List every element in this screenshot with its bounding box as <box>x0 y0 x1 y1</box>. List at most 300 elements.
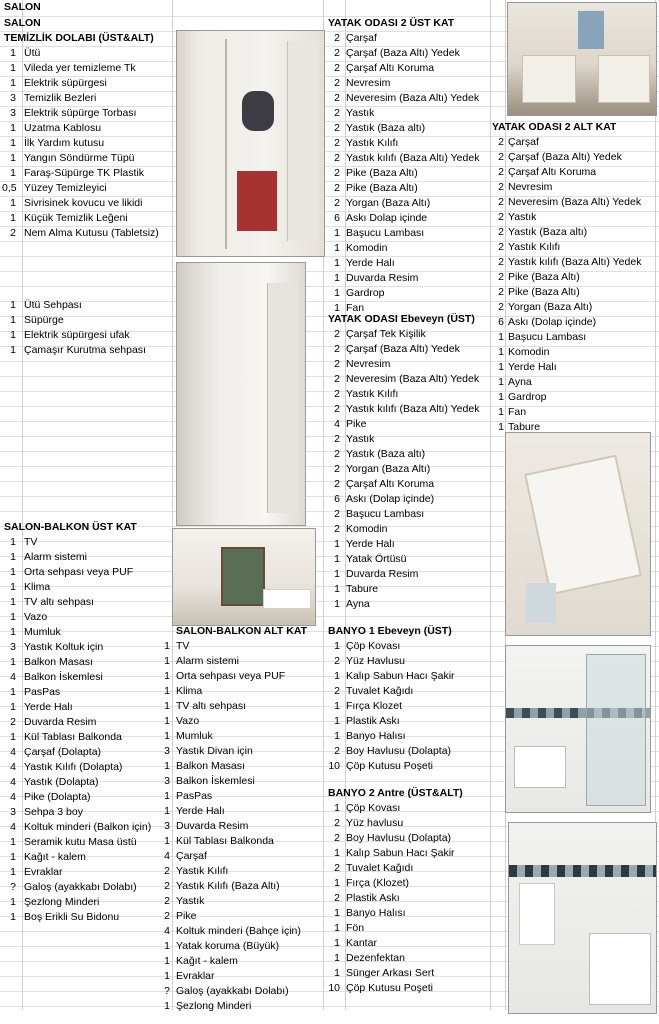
yatak_ebeveyn-item: Yatak Örtüsü <box>346 553 407 565</box>
banyo2-qty: 1 <box>334 922 340 934</box>
yatak_ebeveyn-qty: 1 <box>334 538 340 550</box>
yatak_ebeveyn-item: Tabure <box>346 583 379 595</box>
salon_balkon_alt-item: Balkon İskemlesi <box>176 775 255 787</box>
yatak2_ust-qty: 2 <box>334 137 340 149</box>
banyo1-item: Fırça Klozet <box>346 700 403 712</box>
banyo2-qty: 2 <box>334 892 340 904</box>
yatak2_alt-item: Yastık (Baza altı) <box>508 226 588 238</box>
banyo1-qty: 1 <box>334 730 340 742</box>
salon_balkon_ust-item: Balkon Masası <box>24 656 93 668</box>
yatak2_ust-qty: 2 <box>334 122 340 134</box>
salon_balkon_ust-item: Kül Tablası Balkonda <box>24 731 122 743</box>
salon_balkon_alt-qty: 1 <box>164 700 170 712</box>
yatak2_ust-item: Gardrop <box>346 287 385 299</box>
cabinet-door-photo <box>176 262 306 526</box>
yatak_ebeveyn-qty: 6 <box>334 493 340 505</box>
salon-qty: 2 <box>10 227 16 239</box>
salon-qty: 1 <box>10 77 16 89</box>
salon_balkon_alt-qty: 1 <box>164 1000 170 1012</box>
salon_balkon_ust-item: Balkon İskemlesi <box>24 671 103 683</box>
salon_balkon_alt-item: Yerde Halı <box>176 805 225 817</box>
yatak2_ust-item: Başucu Lambası <box>346 227 425 239</box>
salon_balkon_alt-item: TV <box>176 640 190 652</box>
yatak2_ust-item: Çarşaf Altı Koruma <box>346 62 435 74</box>
salon_balkon_alt-item: Alarm sistemi <box>176 655 240 667</box>
salon_balkon_alt-qty: 1 <box>164 835 170 847</box>
yatak2_ust-qty: 2 <box>334 77 340 89</box>
yatak2_ust-qty: 2 <box>334 152 340 164</box>
yatak2_alt-item: Pike (Baza Altı) <box>508 286 580 298</box>
salon_balkon_ust-qty: 1 <box>10 626 16 638</box>
salon_balkon_ust-qty: 1 <box>10 896 16 908</box>
salon-item: Vileda yer temizleme Tk <box>24 62 136 74</box>
banyo1-item: Plastik Askı <box>346 715 400 727</box>
banyo1-qty: 1 <box>334 670 340 682</box>
salon_balkon_ust-item: Vazo <box>24 611 48 623</box>
banyo2-item: Çöp Kutusu Poşeti <box>346 982 433 994</box>
yatak_ebeveyn-qty: 2 <box>334 373 340 385</box>
salon_balkon_ust-item: Pike (Dolapta) <box>24 791 91 803</box>
salon_balkon_alt-qty: 2 <box>164 865 170 877</box>
salon-item: İlk Yardım kutusu <box>24 137 105 149</box>
salon_balkon_alt-qty: 1 <box>164 640 170 652</box>
salon_balkon_alt-qty: 3 <box>164 820 170 832</box>
yatak2_alt-item: Gardrop <box>508 391 547 403</box>
salon-qty: 1 <box>10 212 16 224</box>
salon-item: Elektrik süpürgesi ufak <box>24 329 130 341</box>
salon_balkon_ust-heading: SALON-BALKON ÜST KAT <box>4 521 137 533</box>
yatak2_alt-item: Yastık Kılıfı <box>508 241 561 253</box>
banyo2-heading: BANYO 2 Antre (ÜST&ALT) <box>328 787 463 799</box>
salon-item: Sivrisinek kovucu ve likidi <box>24 197 143 209</box>
bathroom-1-photo <box>505 645 651 813</box>
salon_balkon_ust-item: Koltuk minderi (Balkon için) <box>24 821 152 833</box>
yatak_ebeveyn-qty: 2 <box>334 448 340 460</box>
cleaning-cabinet-photo <box>176 30 325 257</box>
yatak2_alt-qty: 2 <box>498 136 504 148</box>
salon_balkon_ust-qty: 4 <box>10 761 16 773</box>
yatak2_alt-qty: 2 <box>498 271 504 283</box>
yatak2_alt-qty: 1 <box>498 391 504 403</box>
banyo2-qty: 10 <box>328 982 340 994</box>
salon-qty: 1 <box>10 167 16 179</box>
salon_balkon_ust-item: Şezlong Minderi <box>24 896 100 908</box>
yatak_ebeveyn-item: Yastık <box>346 433 375 445</box>
salon-qty: 1 <box>10 299 16 311</box>
salon-item: Uzatma Kablosu <box>24 122 102 134</box>
yatak2_alt-item: Pike (Baza Altı) <box>508 271 580 283</box>
salon_balkon_ust-qty: 1 <box>10 551 16 563</box>
salon_balkon_ust-qty: 1 <box>10 911 16 923</box>
banyo1-qty: 2 <box>334 745 340 757</box>
yatak2_alt-qty: 2 <box>498 301 504 313</box>
yatak2_alt-qty: 2 <box>498 196 504 208</box>
banyo2-qty: 2 <box>334 817 340 829</box>
yatak_ebeveyn-qty: 2 <box>334 523 340 535</box>
salon_balkon_alt-qty: 1 <box>164 760 170 772</box>
yatak2_alt-item: Başucu Lambası <box>508 331 587 343</box>
banyo1-item: Banyo Halısı <box>346 730 406 742</box>
yatak_ebeveyn-qty: 2 <box>334 388 340 400</box>
banyo2-item: Yüz havlusu <box>346 817 404 829</box>
salon_balkon_alt-item: Yastık Kılıfı <box>176 865 229 877</box>
yatak2_ust-qty: 1 <box>334 287 340 299</box>
yatak2_alt-qty: 2 <box>498 226 504 238</box>
salon_balkon_alt-qty: 2 <box>164 880 170 892</box>
yatak2_alt-qty: 1 <box>498 361 504 373</box>
yatak2_ust-item: Nevresim <box>346 77 391 89</box>
yatak2_alt-item: Çarşaf (Baza Altı) Yedek <box>508 151 622 163</box>
yatak_ebeveyn-qty: 1 <box>334 553 340 565</box>
bathroom-2-photo <box>508 822 657 1014</box>
salon_balkon_ust-qty: 4 <box>10 746 16 758</box>
salon_balkon_ust-item: Sehpa 3 boy <box>24 806 83 818</box>
salon-qty: 1 <box>10 314 16 326</box>
salon-item: Süpürge <box>24 314 64 326</box>
salon_balkon_alt-qty: 4 <box>164 925 170 937</box>
salon-item: Çamaşır Kurutma sehpası <box>24 344 146 356</box>
salon_balkon_ust-qty: 3 <box>10 641 16 653</box>
banyo1-item: Çöp Kutusu Poşeti <box>346 760 433 772</box>
salon_balkon_alt-qty: 1 <box>164 970 170 982</box>
column-gridline <box>22 0 23 1010</box>
yatak_ebeveyn-item: Yerde Halı <box>346 538 395 550</box>
salon_balkon_ust-qty: 4 <box>10 791 16 803</box>
salon-item: Yangın Söndürme Tüpü <box>24 152 135 164</box>
salon-item: Nem Alma Kutusu (Tabletsiz) <box>24 227 159 239</box>
banyo2-qty: 1 <box>334 907 340 919</box>
bedroom-2-photo <box>507 2 657 116</box>
salon-qty: 3 <box>10 92 16 104</box>
yatak2_ust-qty: 2 <box>334 92 340 104</box>
yatak2_alt-qty: 2 <box>498 166 504 178</box>
banyo2-qty: 1 <box>334 937 340 949</box>
yatak2_ust-item: Yastık <box>346 107 375 119</box>
yatak2_ust-qty: 6 <box>334 212 340 224</box>
salon-qty: 1 <box>10 344 16 356</box>
salon-item: Temizlik Bezleri <box>24 92 97 104</box>
salon_balkon_alt-qty: 2 <box>164 910 170 922</box>
yatak_ebeveyn-qty: 2 <box>334 508 340 520</box>
salon_balkon_alt-item: Galoş (ayakkabı Dolabı) <box>176 985 289 997</box>
salon_balkon_alt-qty: 3 <box>164 775 170 787</box>
banyo2-item: Dezenfektan <box>346 952 405 964</box>
yatak2_ust-item: Fan <box>346 302 365 314</box>
salon_balkon_alt-item: Çarşaf <box>176 850 207 862</box>
salon-qty: 1 <box>10 47 16 59</box>
yatak_ebeveyn-item: Komodin <box>346 523 388 535</box>
salon_balkon_alt-qty: 1 <box>164 955 170 967</box>
salon_balkon_ust-item: Klima <box>24 581 51 593</box>
yatak2_ust-qty: 2 <box>334 182 340 194</box>
banyo1-qty: 2 <box>334 655 340 667</box>
yatak_ebeveyn-item: Neveresim (Baza Altı) Yedek <box>346 373 480 385</box>
yatak2_ust-item: Askı Dolap içinde <box>346 212 428 224</box>
yatak2_alt-qty: 2 <box>498 286 504 298</box>
yatak2_alt-qty: 2 <box>498 211 504 223</box>
salon_balkon_alt-qty: 2 <box>164 895 170 907</box>
yatak2_ust-qty: 2 <box>334 47 340 59</box>
banyo1-heading: BANYO 1 Ebeveyn (ÜST) <box>328 625 452 637</box>
salon_balkon_alt-item: Klima <box>176 685 203 697</box>
yatak2_ust-qty: 1 <box>334 272 340 284</box>
yatak2_alt-item: Tabure <box>508 421 541 433</box>
yatak_ebeveyn-item: Pike <box>346 418 367 430</box>
salon-qty: 1 <box>10 137 16 149</box>
yatak2_alt-item: Fan <box>508 406 527 418</box>
salon_balkon_alt-item: Evraklar <box>176 970 215 982</box>
salon_balkon_ust-qty: 2 <box>10 716 16 728</box>
salon_balkon_ust-qty: 1 <box>10 866 16 878</box>
salon_balkon_ust-qty: 4 <box>10 821 16 833</box>
salon-item: Yüzey Temizleyici <box>24 182 107 194</box>
yatak2_alt-qty: 2 <box>498 256 504 268</box>
salon-qty: 3 <box>10 107 16 119</box>
yatak2_alt-qty: 2 <box>498 241 504 253</box>
yatak2_ust-item: Yastık kılıfı (Baza Altı) Yedek <box>346 152 480 164</box>
yatak2_alt-qty: 2 <box>498 151 504 163</box>
salon_balkon_alt-item: Vazo <box>176 715 200 727</box>
salon_balkon_alt-qty: 3 <box>164 745 170 757</box>
salon_balkon_ust-qty: 1 <box>10 581 16 593</box>
yatak_ebeveyn-qty: 2 <box>334 463 340 475</box>
yatak2_alt-item: Yerde Halı <box>508 361 557 373</box>
salon_balkon_alt-item: Yastık Kılıfı (Baza Altı) <box>176 880 280 892</box>
yatak2_ust-qty: 1 <box>334 242 340 254</box>
yatak2_alt-item: Komodin <box>508 346 550 358</box>
salon-qty: 1 <box>10 122 16 134</box>
yatak_ebeveyn-qty: 1 <box>334 583 340 595</box>
yatak2_ust-heading: YATAK ODASI 2 ÜST KAT <box>328 17 455 29</box>
yatak2_ust-item: Çarşaf (Baza Altı) Yedek <box>346 47 460 59</box>
salon_balkon_ust-qty: 1 <box>10 701 16 713</box>
salon_balkon_ust-item: Kağıt - kalem <box>24 851 86 863</box>
salon_balkon_ust-qty: 1 <box>10 656 16 668</box>
yatak2_ust-item: Neveresim (Baza Altı) Yedek <box>346 92 480 104</box>
column-gridline <box>172 0 173 1010</box>
salon_balkon_ust-item: Duvarda Resim <box>24 716 97 728</box>
banyo2-item: Sünger Arkası Sert <box>346 967 435 979</box>
yatak_ebeveyn-item: Yastık kılıfı (Baza Altı) Yedek <box>346 403 480 415</box>
salon_balkon_ust-item: Mumluk <box>24 626 61 638</box>
yatak_ebeveyn-item: Ayna <box>346 598 370 610</box>
banyo1-item: Yüz Havlusu <box>346 655 405 667</box>
salon-heading: SALON <box>4 17 41 29</box>
yatak2_alt-qty: 1 <box>498 346 504 358</box>
salon_balkon_alt-qty: 1 <box>164 805 170 817</box>
salon_balkon_alt-item: Orta sehpası veya PUF <box>176 670 286 682</box>
yatak_ebeveyn-qty: 1 <box>334 598 340 610</box>
yatak2_alt-qty: 1 <box>498 376 504 388</box>
yatak2_alt-qty: 6 <box>498 316 504 328</box>
banyo1-qty: 1 <box>334 700 340 712</box>
salon_balkon_alt-item: Kağıt - kalem <box>176 955 238 967</box>
salon_balkon_ust-qty: 1 <box>10 686 16 698</box>
salon_balkon_alt-item: Balkon Masası <box>176 760 245 772</box>
yatak_ebeveyn-item: Yastık Kılıfı <box>346 388 399 400</box>
salon_balkon_ust-qty: 1 <box>10 566 16 578</box>
salon-item: Elektrik süpürge Torbası <box>24 107 137 119</box>
banyo1-qty: 10 <box>328 760 340 772</box>
salon-item: Ütü Sehpası <box>24 299 82 311</box>
yatak_ebeveyn-item: Yastık (Baza altı) <box>346 448 426 460</box>
salon_balkon_ust-item: TV altı sehpası <box>24 596 95 608</box>
yatak_ebeveyn-qty: 2 <box>334 358 340 370</box>
salon_balkon_alt-item: Yatak koruma (Büyük) <box>176 940 280 952</box>
banyo2-qty: 1 <box>334 877 340 889</box>
yatak_ebeveyn-item: Çarşaf Altı Koruma <box>346 478 435 490</box>
yatak2_alt-item: Neveresim (Baza Altı) Yedek <box>508 196 642 208</box>
salon_balkon_alt-qty: 1 <box>164 655 170 667</box>
salon_balkon_alt-item: Mumluk <box>176 730 213 742</box>
yatak2_ust-item: Komodin <box>346 242 388 254</box>
salon-item: Faraş-Süpürge TK Plastik <box>24 167 145 179</box>
salon_balkon_alt-item: Kül Tablası Balkonda <box>176 835 274 847</box>
banyo1-item: Çöp Kovası <box>346 640 401 652</box>
yatak_ebeveyn-item: Çarşaf (Baza Altı) Yedek <box>346 343 460 355</box>
salon_balkon_alt-item: PasPas <box>176 790 213 802</box>
salon_balkon_alt-qty: 1 <box>164 730 170 742</box>
salon-subheading: TEMİZLİK DOLABI (ÜST&ALT) <box>4 32 154 44</box>
salon_balkon_alt-qty: 4 <box>164 850 170 862</box>
yatak_ebeveyn-item: Yorgan (Baza Altı) <box>346 463 431 475</box>
salon_balkon_alt-item: Pike <box>176 910 197 922</box>
banyo1-item: Tuvalet Kağıdı <box>346 685 414 697</box>
yatak2_ust-item: Pike (Baza Altı) <box>346 167 418 179</box>
banyo1-qty: 2 <box>334 685 340 697</box>
salon_balkon_ust-qty: 1 <box>10 536 16 548</box>
salon_balkon_alt-item: Yastık Divan için <box>176 745 253 757</box>
yatak_ebeveyn-qty: 2 <box>334 328 340 340</box>
salon_balkon_ust-item: Orta sehpası veya PUF <box>24 566 134 578</box>
salon_balkon_alt-qty: ? <box>164 985 170 997</box>
banyo2-item: Tuvalet Kağıdı <box>346 862 414 874</box>
yatak2_ust-item: Pike (Baza Altı) <box>346 182 418 194</box>
banyo2-qty: 2 <box>334 832 340 844</box>
salon-heading: SALON <box>4 1 41 13</box>
salon_balkon_ust-item: Galoş (ayakkabı Dolabı) <box>24 881 137 893</box>
salon_balkon_ust-item: Alarm sistemi <box>24 551 88 563</box>
salon_balkon_ust-item: Yerde Halı <box>24 701 73 713</box>
salon_balkon_ust-qty: ? <box>10 881 16 893</box>
banyo1-qty: 1 <box>334 640 340 652</box>
salon_balkon_alt-item: Şezlong Minderi <box>176 1000 252 1012</box>
yatak2_ust-qty: 2 <box>334 107 340 119</box>
salon_balkon_alt-item: Koltuk minderi (Bahçe için) <box>176 925 301 937</box>
banyo1-item: Boy Havlusu (Dolapta) <box>346 745 452 757</box>
yatak_ebeveyn-qty: 2 <box>334 403 340 415</box>
salon_balkon_alt-qty: 1 <box>164 940 170 952</box>
yatak2_alt-item: Nevresim <box>508 181 553 193</box>
banyo1-qty: 1 <box>334 715 340 727</box>
salon_balkon_alt-qty: 1 <box>164 670 170 682</box>
yatak_ebeveyn-heading: YATAK ODASI Ebeveyn (ÜST) <box>328 313 475 325</box>
parent-bedroom-photo <box>505 432 651 636</box>
yatak2_alt-item: Yastık <box>508 211 537 223</box>
salon_balkon_ust-qty: 1 <box>10 731 16 743</box>
yatak_ebeveyn-qty: 1 <box>334 568 340 580</box>
salon_balkon_ust-item: Yastık Kılıfı (Dolapta) <box>24 761 123 773</box>
salon-qty: 1 <box>10 62 16 74</box>
yatak2_alt-qty: 1 <box>498 421 504 433</box>
yatak2_ust-qty: 1 <box>334 227 340 239</box>
salon-item: Ütü <box>24 47 41 59</box>
yatak2_alt-qty: 1 <box>498 406 504 418</box>
salon_balkon_alt-qty: 1 <box>164 685 170 697</box>
salon-item: Elektrik süpürgesi <box>24 77 107 89</box>
salon_balkon_ust-item: TV <box>24 536 38 548</box>
salon-qty: 1 <box>10 197 16 209</box>
banyo2-item: Fön <box>346 922 365 934</box>
banyo1-item: Kalıp Sabun Hacı Şakir <box>346 670 455 682</box>
banyo2-item: Çöp Kovası <box>346 802 401 814</box>
salon_balkon_ust-qty: 4 <box>10 776 16 788</box>
yatak_ebeveyn-item: Duvarda Resim <box>346 568 419 580</box>
yatak2_alt-item: Ayna <box>508 376 532 388</box>
yatak_ebeveyn-qty: 2 <box>334 433 340 445</box>
salon_balkon_ust-qty: 1 <box>10 851 16 863</box>
yatak2_ust-qty: 2 <box>334 197 340 209</box>
salon-item: Küçük Temizlik Leğeni <box>24 212 128 224</box>
yatak2_ust-qty: 2 <box>334 167 340 179</box>
banyo2-qty: 1 <box>334 952 340 964</box>
yatak_ebeveyn-qty: 2 <box>334 478 340 490</box>
yatak2_ust-item: Yorgan (Baza Altı) <box>346 197 431 209</box>
yatak2_alt-qty: 1 <box>498 331 504 343</box>
yatak_ebeveyn-item: Nevresim <box>346 358 391 370</box>
yatak2_ust-item: Duvarda Resim <box>346 272 419 284</box>
yatak_ebeveyn-qty: 4 <box>334 418 340 430</box>
yatak_ebeveyn-qty: 2 <box>334 343 340 355</box>
banyo2-item: Fırça (Klozet) <box>346 877 410 889</box>
yatak2_alt-heading: YATAK ODASI 2 ALT KAT <box>492 121 617 133</box>
salon_balkon_ust-item: PasPas <box>24 686 61 698</box>
salon_balkon_ust-qty: 1 <box>10 596 16 608</box>
yatak2_alt-qty: 2 <box>498 181 504 193</box>
yatak2_ust-item: Çarşaf <box>346 32 377 44</box>
salon_balkon_ust-item: Yastık Koltuk için <box>24 641 104 653</box>
salon_balkon_ust-item: Boş Erikli Su Bidonu <box>24 911 120 923</box>
yatak2_alt-item: Çarşaf <box>508 136 539 148</box>
salon_balkon_ust-qty: 1 <box>10 611 16 623</box>
yatak_ebeveyn-item: Çarşaf Tek Kişilik <box>346 328 426 340</box>
salon_balkon_alt-item: TV altı sehpası <box>176 700 247 712</box>
yatak2_ust-item: Yastık Kılıfı <box>346 137 399 149</box>
yatak_ebeveyn-item: Askı (Dolap içinde) <box>346 493 435 505</box>
salon_balkon_alt-qty: 1 <box>164 715 170 727</box>
banyo2-item: Plastik Askı <box>346 892 400 904</box>
salon_balkon_ust-qty: 1 <box>10 836 16 848</box>
yatak2_ust-qty: 2 <box>334 62 340 74</box>
yatak2_ust-item: Yerde Halı <box>346 257 395 269</box>
salon-qty: 0,5 <box>2 182 17 194</box>
yatak2_alt-item: Askı (Dolap içinde) <box>508 316 597 328</box>
salon_balkon_alt-qty: 1 <box>164 790 170 802</box>
banyo2-qty: 1 <box>334 967 340 979</box>
yatak2_ust-qty: 1 <box>334 257 340 269</box>
yatak_ebeveyn-item: Başucu Lambası <box>346 508 425 520</box>
banyo2-qty: 1 <box>334 802 340 814</box>
banyo2-item: Boy Havlusu (Dolapta) <box>346 832 452 844</box>
salon-qty: 1 <box>10 329 16 341</box>
salon_balkon_ust-item: Seramik kutu Masa üstü <box>24 836 137 848</box>
banyo2-item: Kantar <box>346 937 377 949</box>
yatak2_ust-qty: 2 <box>334 32 340 44</box>
salon_balkon_ust-item: Çarşaf (Dolapta) <box>24 746 102 758</box>
salon_balkon_alt-heading: SALON-BALKON ALT KAT <box>176 625 308 637</box>
salon_balkon_ust-qty: 4 <box>10 671 16 683</box>
yatak2_alt-item: Yorgan (Baza Altı) <box>508 301 593 313</box>
